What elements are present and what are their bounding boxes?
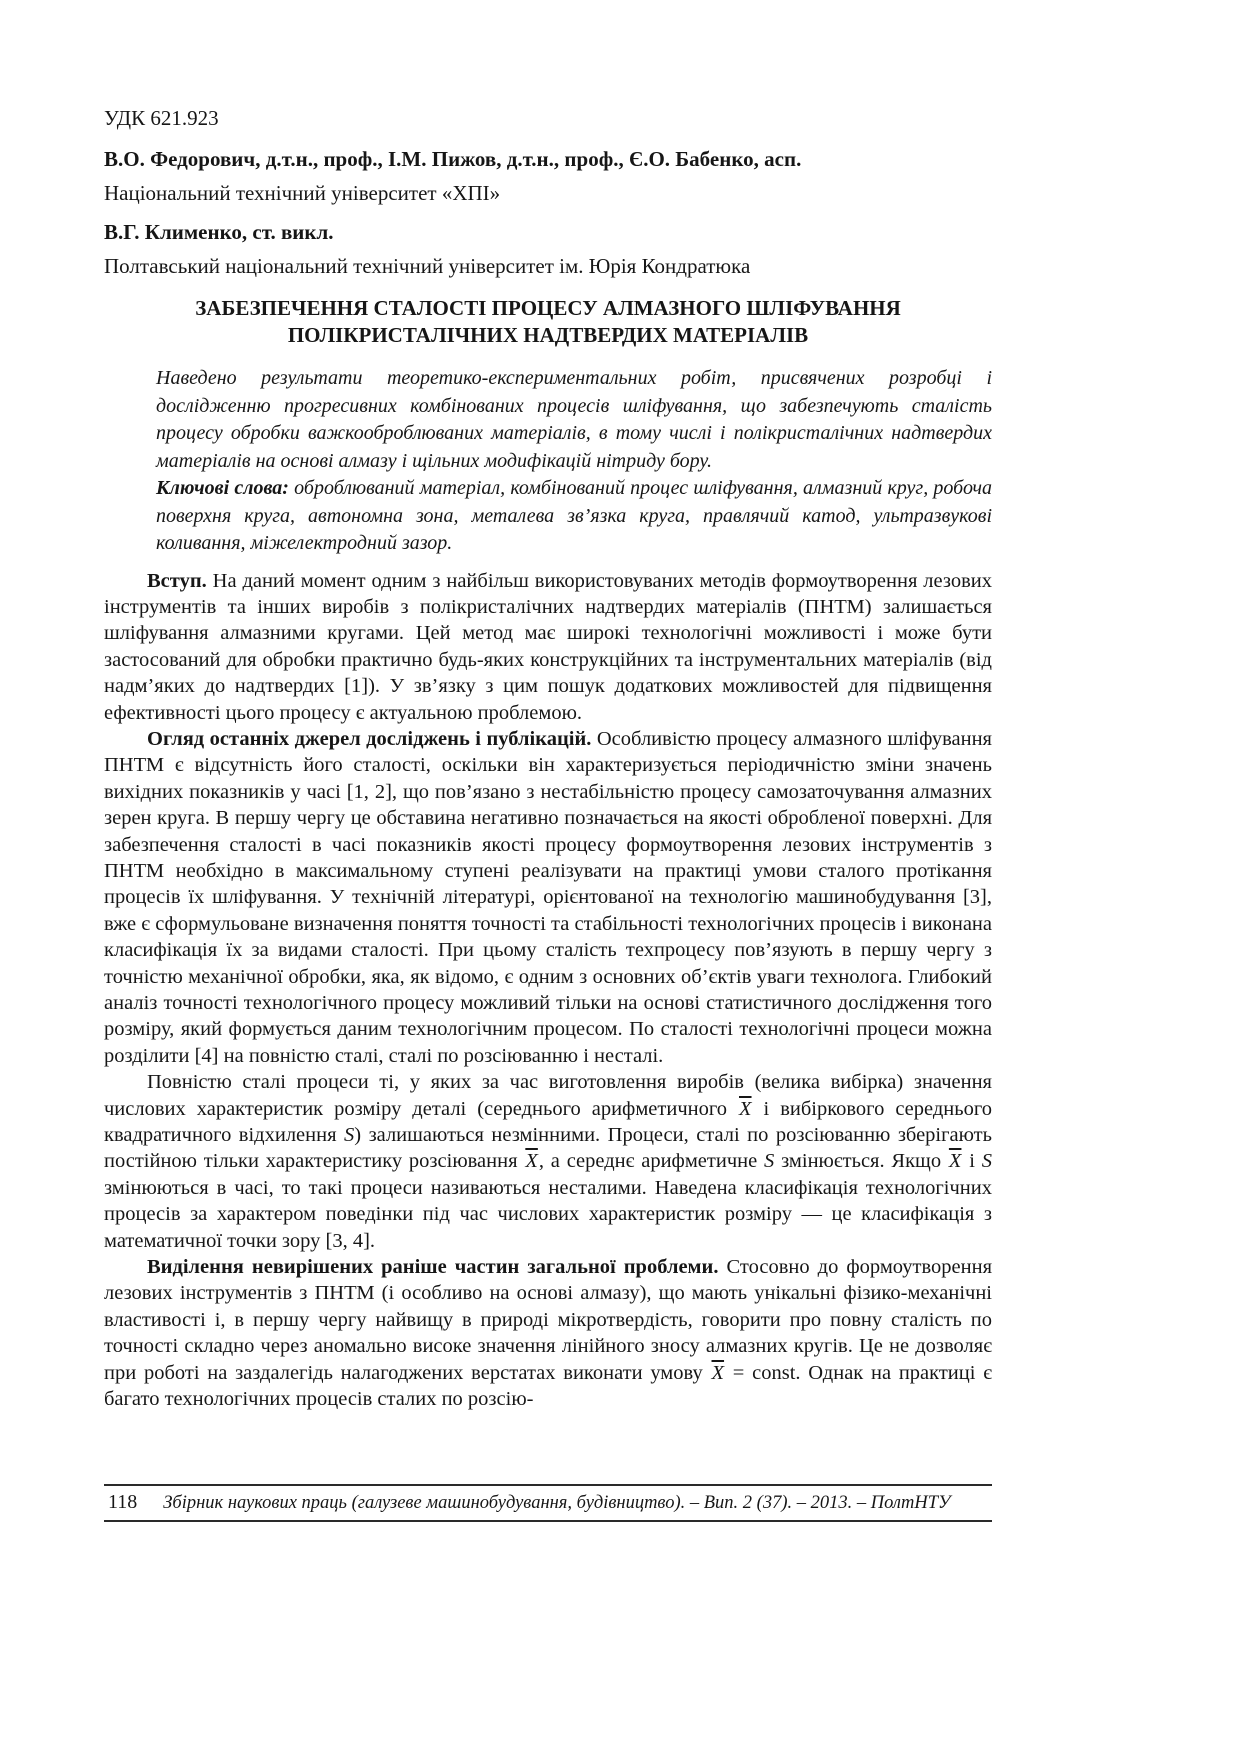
article-title <box>104 295 992 349</box>
text-run: $\overline{X}$ <box>711 1361 725 1384</box>
page-footer <box>104 1484 992 1522</box>
text-run: $\overline{X}$ <box>525 1150 538 1173</box>
text-run: Особливістю процесу алмазного шліфування ПНТМ є відсутність його сталості, оскільки він характеризується періодичністю зміни значень вихідних показників у часі [1, 2], що пов’язано з нестабільністю процесу самозаточування алмазних зерен круга. В першу чергу це обставина негативно позначається на якості обробленої поверхні. Для забезпечення сталості в часі показників якості процесу формоутворення лезових інструментів з ПНТМ необхідно в максимальному ступені реалізувати на практиці умови сталого протікання процесів їх шліфування. У технічній літературі, орієнтованої на технологію машинобудування [3], вже є сформульоване визначення поняття точності та стабільності технологічних процесів і виконана класифікація їх за видами сталості. При цьому сталість техпроцесу пов’язують в першу чергу з точністю механічної обробки, яка, як відомо, є одним з основних об’єктів уваги технолога. Глибокий аналіз точності технологічного процесу можливий тільки на основі статистичного дослідження того розміру, який формується даним технологічним процесом. По сталості технологічні процеси можна розділити [4] на повністю сталі, сталі по розсіюванню і несталі. <box>104 727 992 1067</box>
paragraph-unsolved-problem <box>104 1254 992 1412</box>
text-run: = const. Однак на практиці є багато технологічних процесів сталих по розсію- <box>104 1361 992 1411</box>
article-title-line-1: ЗАБЕЗПЕЧЕННЯ СТАЛОСТІ ПРОЦЕСУ АЛМАЗНОГО ШЛІФУВАННЯ <box>195 296 901 320</box>
text-run: і вибіркового середнього квадратичного відхилення <box>104 1097 992 1147</box>
keywords-paragraph <box>156 475 992 558</box>
text-run: Виділення невирішених раніше частин загальної проблеми. <box>147 1256 719 1279</box>
affiliation-1: Національний технічний університет «ХПІ» <box>104 181 501 205</box>
text-run: , а середнє арифметичне <box>538 1150 765 1173</box>
text-run: і <box>962 1150 982 1173</box>
keywords-label: Ключові слова: <box>156 477 289 499</box>
text-run: ) залишаються незмінними. Процеси, сталі по розсіюванню зберігають постійною тільки характеристику розсіювання <box>104 1124 992 1173</box>
text-run: змінюються в часі, то такі процеси називаються несталими. Наведена класифікація технологічних процесів за характером поведінки під час числових характеристик розміру — це класифікація з математичної точки зору [3, 4]. <box>104 1176 992 1252</box>
text-run: Огляд останніх джерел досліджень і публікацій. <box>147 727 592 750</box>
paragraph-intro <box>104 568 992 726</box>
text-run: S <box>764 1150 775 1173</box>
udc-number: УДК 621.923 <box>104 106 219 130</box>
text-run: змінюється. Якщо <box>774 1150 948 1173</box>
journal-reference: Збірник наукових праць (галузеве машинобудування, будівництво). – Вип. 2 (37). – 2013. – ПолтНТУ <box>163 1493 951 1513</box>
text-run: Стосовно до формоутворення лезових інструментів з ПНТМ (і особливо на основі алмазу), що мають унікальні фізико-механічні властивості і, в першу чергу найвищу в природі мікротвердість, говорити про повну сталість по точності складно через аномально високе значення лінійного зносу алмазних кругів. Це не дозволяє при роботі на заздалегідь налагоджених верстатах виконати умову <box>104 1256 992 1384</box>
text-run: $\overline{X}$ <box>739 1097 752 1120</box>
text-run: Повністю сталі процеси ті, у яких за час виготовлення виробів (велика вибірка) значення числових характеристик розміру деталі (середнього арифметичного <box>104 1071 992 1120</box>
text-run: $\overline{X}$ <box>948 1150 962 1173</box>
authors-line-2: В.Г. Клименко, ст. викл. <box>104 220 334 244</box>
page-content <box>104 0 992 1413</box>
paragraph-review <box>104 726 992 1069</box>
article-title-line-2: ПОЛІКРИСТАЛІЧНИХ НАДТВЕРДИХ МАТЕРІАЛІВ <box>287 323 809 347</box>
article-body <box>104 568 992 1413</box>
keywords-text: оброблюваний матеріал, комбінований процес шліфування, алмазний круг, робоча поверхня круга, автономна зона, металева зв’язка круга, правлячий катод, ультразвукові коливання, міжелектродний зазор. <box>156 477 992 554</box>
text-run: S <box>981 1150 992 1173</box>
abstract-text: Наведено результати теоретико-експериментальних робіт, присвячених розробці і дослідженню прогресивних комбінованих процесів шліфування, що забезпечують сталість процесу обробки важкооброблюваних матеріалів, в тому числі і полікристалічних надтвердих матеріалів на основі алмазу і щільних модифікацій нітриду бору. <box>156 367 992 472</box>
text-run: На даний момент одним з найбільш використовуваних методів формоутворення лезових інструментів та інших виробів з полікристалічних надтвердих матеріалів (ПНТМ) залишається шліфування алмазними кругами. Цей метод має широкі технологічні можливості і може бути застосований для обробки практично будь-яких конструкційних та інструментальних матеріалів (від надм’яких до надтвердих [1]). У зв’язку з цим пошук додаткових можливостей для підвищення ефективності цього процесу є актуальною проблемою. <box>104 569 992 724</box>
abstract-block <box>156 365 992 558</box>
affiliation-2: Полтавський національний технічний університет ім. Юрія Кондратюка <box>104 254 751 278</box>
text-run: Вступ. <box>147 569 207 592</box>
page-number: 118 <box>108 1491 138 1513</box>
paragraph-classification <box>104 1069 992 1254</box>
authors-line-1: В.О. Федорович, д.т.н., проф., І.М. Пижов, д.т.н., проф., Є.О. Бабенко, асп. <box>104 147 802 171</box>
text-run: S <box>344 1124 355 1147</box>
